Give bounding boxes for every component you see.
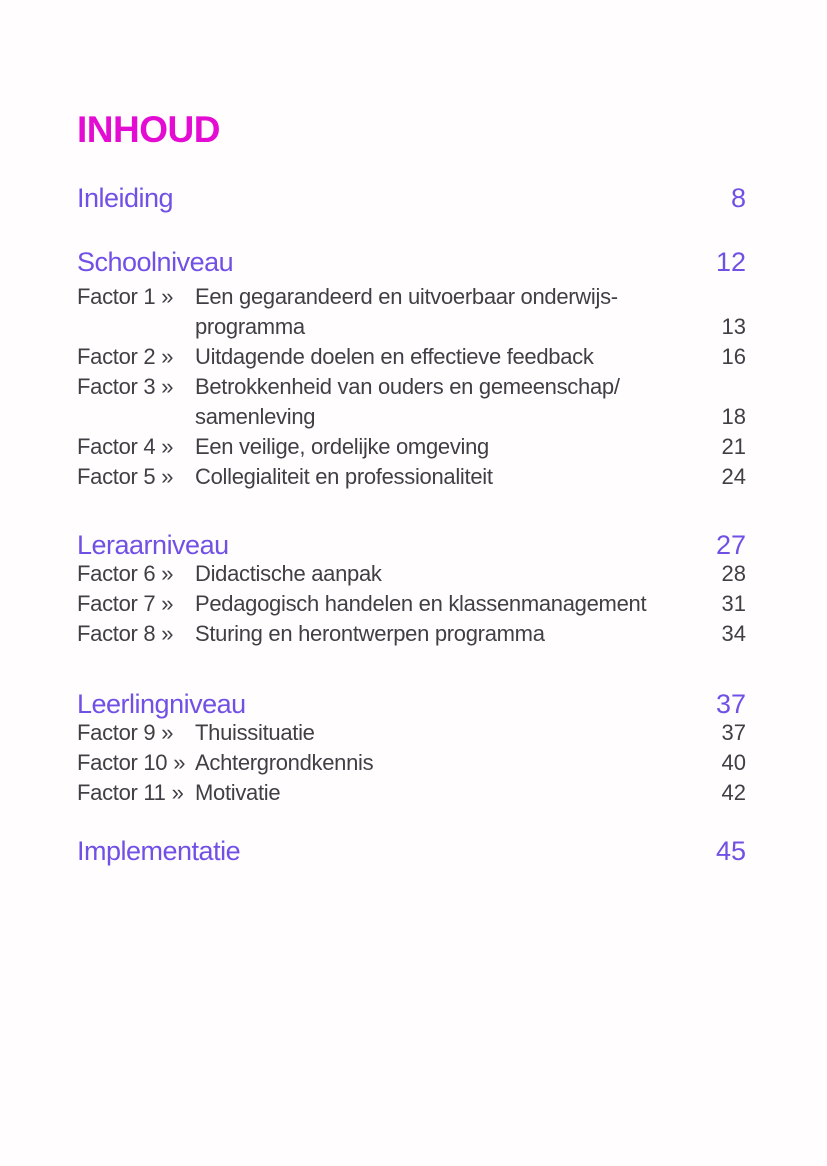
factor-label-text: Factor 8 <box>77 621 156 646</box>
chevron-right-marker: » <box>161 464 174 489</box>
section-label: Implementatie <box>77 836 241 866</box>
factor-row-factor-8 <box>77 619 746 649</box>
factor-row-factor-3 <box>77 372 746 432</box>
toc-list <box>77 183 746 867</box>
factor-label <box>77 462 195 492</box>
chevron-right-marker: » <box>161 591 174 616</box>
chevron-right-marker: » <box>161 284 174 309</box>
factor-page-number: 31 <box>721 591 746 616</box>
factor-title-line: Betrokkenheid van ouders en gemeenschap/ <box>195 374 620 399</box>
factor-row-factor-4 <box>77 432 746 462</box>
factor-label <box>77 559 195 589</box>
factor-title-line: Een veilige, ordelijke omgeving <box>195 434 489 459</box>
factor-label <box>77 342 195 372</box>
factor-label-text: Factor 11 <box>77 780 166 805</box>
factor-page-number: 21 <box>721 434 746 459</box>
factor-label-text: Factor 2 <box>77 344 156 369</box>
factor-title-line: Motivatie <box>195 780 281 805</box>
chevron-right-marker: » <box>161 434 174 459</box>
factor-title <box>195 462 690 492</box>
toc-section-schoolniveau <box>77 247 746 492</box>
factor-page-number: 42 <box>721 780 746 805</box>
factor-label <box>77 432 195 462</box>
toc-section-leraarniveau <box>77 530 746 649</box>
factor-title-line: Pedagogisch handelen en klassenmanagement <box>195 591 647 616</box>
chevron-right-marker: » <box>161 561 174 586</box>
section-label: Inleiding <box>77 183 174 213</box>
factor-page-number: 18 <box>721 404 746 429</box>
factor-label-text: Factor 10 <box>77 750 168 775</box>
chevron-right-marker: » <box>173 750 186 775</box>
factor-label <box>77 282 195 342</box>
section-page-number: 12 <box>715 247 746 277</box>
toc-section-implementatie <box>77 836 746 867</box>
factor-title-line: Sturing en herontwerpen programma <box>195 621 545 646</box>
toc-section-leerlingniveau <box>77 689 746 808</box>
factor-label <box>77 372 195 432</box>
factor-label-text: Factor 1 <box>77 284 156 309</box>
factor-label-text: Factor 4 <box>77 434 156 459</box>
factor-title <box>195 559 690 589</box>
chevron-right-marker: » <box>171 780 184 805</box>
factor-title-line: Collegialiteit en professionaliteit <box>195 464 493 489</box>
factor-label-text: Factor 7 <box>77 591 156 616</box>
page-title: INHOUD <box>77 109 220 150</box>
factor-row-factor-11 <box>77 778 746 808</box>
factor-group-schoolniveau <box>77 282 746 492</box>
factor-title-line: Didactische aanpak <box>195 561 382 586</box>
factor-label <box>77 778 195 808</box>
factor-group-leraarniveau <box>77 559 746 649</box>
section-row-inleiding <box>77 183 746 214</box>
factor-label-text: Factor 9 <box>77 720 156 745</box>
factor-group-leerlingniveau <box>77 718 746 808</box>
factor-title <box>195 432 690 462</box>
factor-page-number: 16 <box>721 344 746 369</box>
factor-row-factor-2 <box>77 342 746 372</box>
factor-title-line: samenleving <box>195 404 316 429</box>
section-label: Schoolniveau <box>77 247 234 277</box>
factor-title <box>195 778 690 808</box>
section-page-number: 37 <box>715 689 746 719</box>
factor-label <box>77 619 195 649</box>
factor-page-number: 37 <box>721 720 746 745</box>
factor-title <box>195 748 690 778</box>
factor-label <box>77 589 195 619</box>
chevron-right-marker: » <box>161 374 174 399</box>
chevron-right-marker: » <box>161 720 174 745</box>
factor-title-line: Uitdagende doelen en effectieve feedback <box>195 344 594 369</box>
factor-title <box>195 282 690 342</box>
section-label: Leerlingniveau <box>77 689 246 719</box>
factor-label <box>77 718 195 748</box>
section-page-number: 8 <box>730 183 746 213</box>
factor-label-text: Factor 3 <box>77 374 156 399</box>
factor-title-line: Achtergrondkennis <box>195 750 374 775</box>
chevron-right-marker: » <box>161 621 174 646</box>
factor-row-factor-9 <box>77 718 746 748</box>
factor-page-number: 24 <box>721 464 746 489</box>
factor-page-number: 13 <box>721 314 746 339</box>
section-row-leerlingniveau <box>77 689 746 720</box>
toc-section-inleiding <box>77 183 746 214</box>
section-row-leraarniveau <box>77 530 746 561</box>
section-page-number: 27 <box>715 530 746 560</box>
factor-row-factor-10 <box>77 748 746 778</box>
factor-row-factor-7 <box>77 589 746 619</box>
chevron-right-marker: » <box>161 344 174 369</box>
factor-page-number: 28 <box>721 561 746 586</box>
factor-title-line: Een gegarandeerd en uitvoerbaar onderwijs- <box>195 284 618 309</box>
factor-title <box>195 718 690 748</box>
section-row-schoolniveau <box>77 247 746 278</box>
factor-row-factor-6 <box>77 559 746 589</box>
factor-title <box>195 372 690 432</box>
factor-label-text: Factor 6 <box>77 561 156 586</box>
factor-row-factor-1 <box>77 282 746 342</box>
factor-title <box>195 342 690 372</box>
factor-title <box>195 619 690 649</box>
section-page-number: 45 <box>715 836 746 866</box>
factor-title-line: programma <box>195 314 305 339</box>
section-label: Leraarniveau <box>77 530 229 560</box>
factor-label <box>77 748 195 778</box>
factor-row-factor-5 <box>77 462 746 492</box>
factor-title <box>195 589 690 619</box>
factor-title-line: Thuissituatie <box>195 720 315 745</box>
factor-page-number: 40 <box>721 750 746 775</box>
factor-page-number: 34 <box>721 621 746 646</box>
section-row-implementatie <box>77 836 746 867</box>
factor-label-text: Factor 5 <box>77 464 156 489</box>
